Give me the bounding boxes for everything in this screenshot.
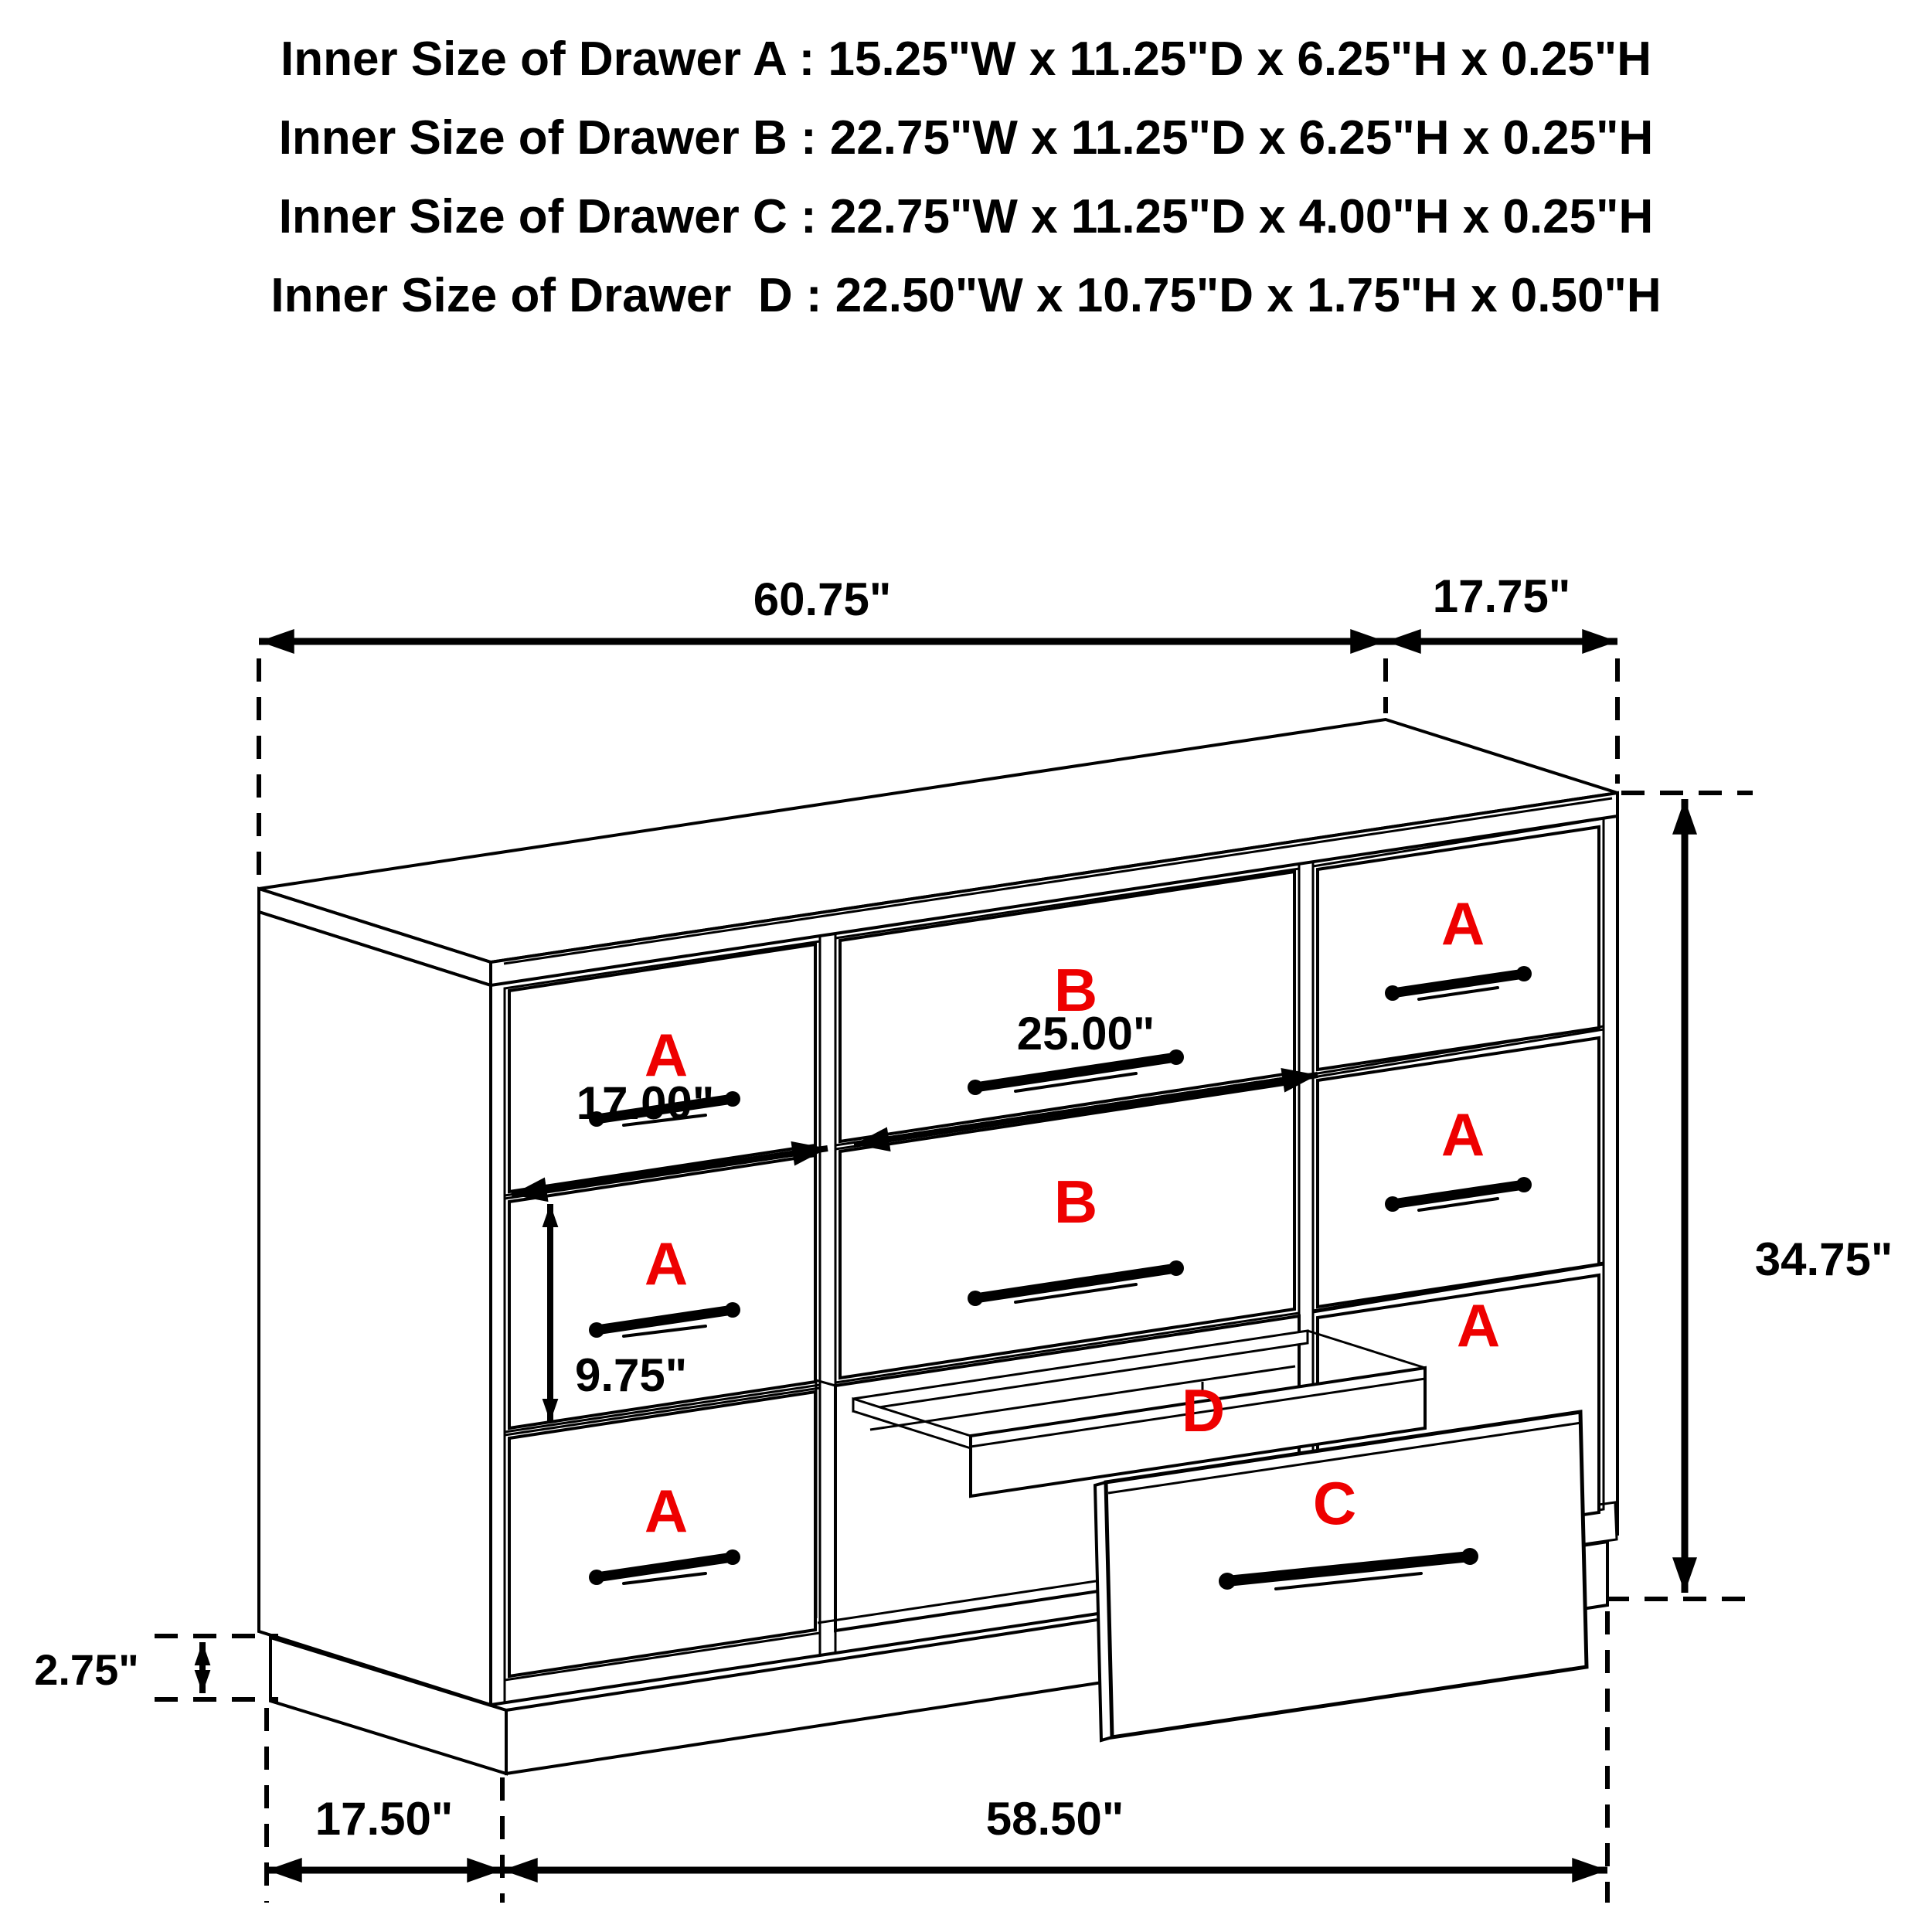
dimension-label: 2.75": [34, 1645, 139, 1694]
handle-end: [589, 1570, 604, 1585]
title-line-d: Inner Size of Drawer D : 22.50"W x 10.75"D x 1.75"H x 0.50"H: [270, 269, 1662, 322]
title-line-c: Inner Size of Drawer C : 22.75"W x 11.25"D x 4.00"H x 0.25"H: [278, 190, 1654, 243]
dimension-label: 60.75": [753, 573, 892, 625]
handle-end: [1385, 985, 1400, 1001]
drawer-label: A: [644, 1230, 689, 1298]
handle-end: [1168, 1049, 1184, 1065]
dimension-label: 17.00": [576, 1077, 715, 1129]
drawer-label: A: [1440, 1100, 1485, 1168]
handle-end: [1516, 966, 1532, 981]
drawer-label: A: [1456, 1291, 1501, 1359]
dimension-label: 25.00": [1016, 1008, 1155, 1060]
dimension-label: 34.75": [1754, 1233, 1893, 1285]
drawer-label: D: [1181, 1376, 1226, 1444]
dimension-label: 17.50": [315, 1793, 454, 1845]
handle-end: [1461, 1548, 1478, 1565]
handle-end: [1219, 1573, 1236, 1590]
dimension-base-height: [34, 1636, 278, 1699]
handle-end: [1516, 1177, 1532, 1192]
drawer-label: A: [1440, 889, 1485, 957]
drawer-front: [1318, 1038, 1599, 1307]
dimension-label: 17.75": [1432, 570, 1571, 622]
dimension-label: 9.75": [575, 1349, 688, 1401]
drawer-label: C: [1312, 1469, 1357, 1537]
dimension-overall-height: [1606, 793, 1893, 1599]
title-line-a: Inner Size of Drawer A : 15.25"W x 11.25"D x 6.25"H x 0.25"H: [281, 32, 1651, 86]
drawer-label: A: [644, 1021, 689, 1089]
title-block: [270, 32, 1661, 322]
handle-end: [725, 1549, 740, 1565]
handle-end: [1385, 1196, 1400, 1212]
handle-end: [1168, 1260, 1184, 1276]
title-line-b: Inner Size of Drawer B : 22.75"W x 11.25"D x 6.25"H x 0.25"H: [278, 111, 1654, 165]
cabinet-left-side-panel: [259, 912, 491, 1705]
drawer-a-left-3: [505, 1388, 820, 1680]
handle-end: [968, 1080, 983, 1095]
center-divider-left: [820, 934, 835, 1655]
dimension-label: 58.50": [985, 1793, 1124, 1845]
handle-end: [725, 1302, 740, 1318]
drawer-label: A: [644, 1477, 689, 1545]
handle-end: [725, 1091, 740, 1107]
drawer-a-right-2: [1313, 1029, 1604, 1311]
drawer-label: B: [1053, 956, 1098, 1024]
handle-end: [968, 1291, 983, 1306]
handle-end: [589, 1322, 604, 1338]
drawer-label: B: [1053, 1168, 1098, 1236]
